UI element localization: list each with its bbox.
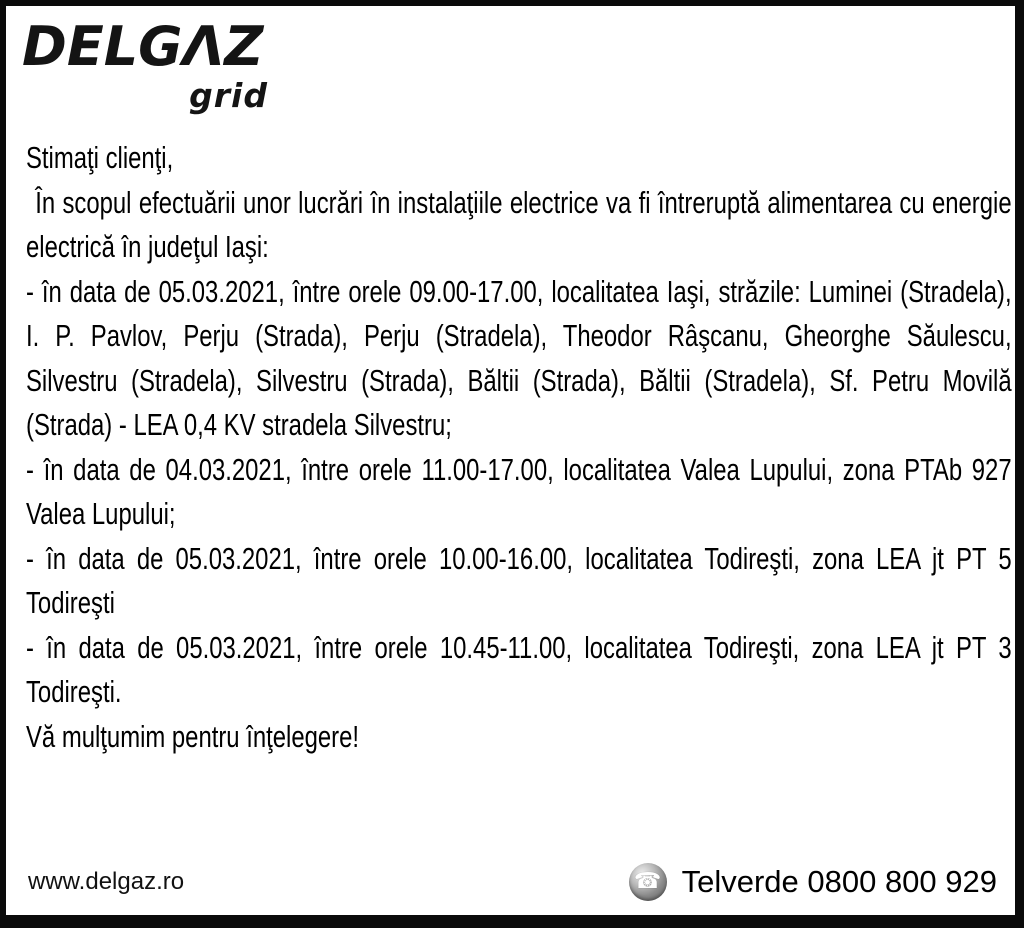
intro-paragraph: În scopul efectuării unor lucrări în instalaţiile electrice va fi întreruptă alimentarea cu energie electrică în judeţul Iaşi: xyxy=(26,184,1012,264)
phone-icon-glyph: ☎ xyxy=(633,869,662,894)
closing-line: Vă mulţumim pentru înţelegere! xyxy=(26,718,360,754)
delgaz-grid-logo xyxy=(22,15,268,115)
footer-bar xyxy=(28,863,997,901)
outage-item-1: - în data de 05.03.2021, între orele 09.00-17.00, localitatea Iaşi, străzile: Luminei (Stradela), I. P. Pavlov, Perju (Strada), Perju (Stradela), Theodor Râşcanu, Gheorghe Săulescu, Silvestru (Stradela), Silvestru (Strada), Băltii (Strada), Băltii (Stradela), Sf. Petru Movilă (Strada) - LEA 0,4 KV stradela Silvestru; xyxy=(26,273,1012,442)
logo-sub-text: grid xyxy=(189,76,268,115)
website-link[interactable]: www.delgaz.ro xyxy=(28,868,185,895)
phone-icon xyxy=(629,863,667,901)
outage-list xyxy=(26,270,1012,715)
telverde-number: Telverde 0800 800 929 xyxy=(681,864,997,899)
notice-body xyxy=(26,136,1012,759)
logo-brand-text: DELGΛZ xyxy=(22,15,264,78)
phone-contact xyxy=(629,863,997,901)
greeting-line: Stimaţi clienţi, xyxy=(26,140,174,175)
outage-item-3: - în data de 05.03.2021, între orele 10.00-16.00, localitatea Todireşti, zona LEA jt PT 5 Todireşti xyxy=(26,540,1012,620)
outage-item-4: - în data de 05.03.2021, între orele 10.45-11.00, localitatea Todireşti, zona LEA jt PT 3 Todireşti. xyxy=(26,629,1012,709)
outage-item-2: - în data de 04.03.2021, între orele 11.00-17.00, localitatea Valea Lupului, zona PTAb 927 Valea Lupului; xyxy=(26,451,1012,531)
